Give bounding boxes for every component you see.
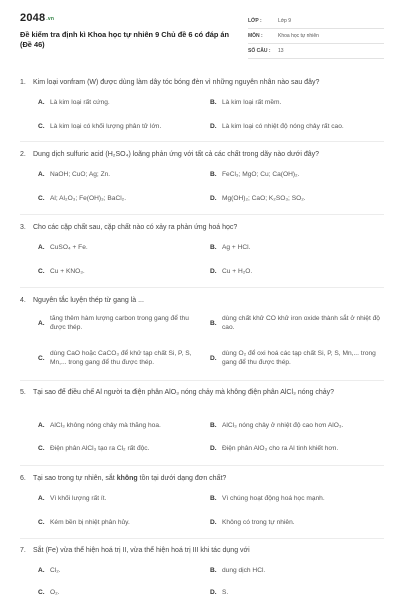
option-letter: B. [210,422,217,429]
question-divider [20,141,384,142]
question-stem [20,150,384,160]
logo-suffix: .vn [46,16,55,22]
info-row-subject [248,29,384,44]
question-text: Tại sao để điều chế Al người ta điện phân AlO₃ nóng chảy mà không điện phân AlCl₃ nóng chảy? [33,389,335,396]
question-divider [20,465,384,466]
option-letter: B. [210,495,217,502]
option-letter: A. [38,171,45,178]
question-divider [20,214,384,215]
option-text: Cl₂. [50,567,61,574]
option-letter: B. [210,171,217,178]
option-letter: C. [38,123,45,130]
option-a[interactable] [38,98,208,107]
question-number: 1. [20,79,26,86]
option-letter: D. [210,195,217,202]
option-text: AlCl₃ không nóng chảy mà thăng hoa. [50,422,161,429]
question-number: 4. [20,297,26,304]
question-number: 3. [20,224,26,231]
option-b[interactable] [210,243,384,252]
question-text [33,474,384,484]
option-letter: B. [210,244,217,251]
option-c[interactable] [38,122,208,131]
option-text: S. [222,589,229,596]
option-a[interactable] [38,243,208,252]
question-stem [20,388,384,398]
option-c[interactable] [38,588,208,597]
option-letter: A. [38,567,45,574]
question-number: 7. [20,547,26,554]
question-stem [20,546,384,556]
option-letter: C. [38,268,45,275]
option-b[interactable] [210,421,384,430]
option-text: FeCl₃; MgO; Cu; Ca(OH)₂. [222,171,300,178]
info-value: 13 [278,48,284,54]
option-d[interactable] [210,194,384,203]
option-letter: A. [38,495,45,502]
option-text: Không có trong tự nhiên. [222,519,295,526]
question-text: Kim loại vonfram (W) được dùng làm dây tóc bóng đèn vì những nguyên nhân nào sau đây? [33,79,320,86]
question-2 [20,150,384,216]
option-letter: C. [38,195,45,202]
option-letter: A. [38,422,45,429]
question-number: 2. [20,151,26,158]
option-a[interactable] [38,421,208,430]
info-label: LỚP : [248,18,262,24]
question-stem [20,474,384,484]
question-3 [20,223,384,289]
option-letter: D. [210,123,217,130]
option-text: dùng O₂ để oxi hoá các tạp chất Si, P, S, Mn,... trong gang để thu được thép. [222,350,376,366]
document-header [20,12,384,60]
info-label: MÔN : [248,33,263,39]
option-text: Điện phân AlO₃ cho ra Al tinh khiết hơn. [222,445,339,452]
question-6 [20,474,384,540]
option-text: Mg(OH)₂; CaO; K₂SO₃; SO₂. [222,195,306,202]
option-text: Vì chúng hoạt động hoá học mạnh. [222,495,325,502]
option-text: O₂. [50,589,60,596]
question-text-part: Tại sao trong tự nhiên, sắt [33,475,117,482]
option-text: Cu + KNO₃. [50,268,85,275]
question-1 [20,78,384,144]
option-letter: C. [38,445,45,452]
option-letter: B. [210,99,217,106]
info-value: Khoa học tự nhiên [278,33,319,39]
exam-title: Đề kiểm tra định kì Khoa học tự nhiên 9 Chủ đề 6 có đáp án (Đề 46) [20,30,230,49]
option-letter: B. [210,567,217,574]
option-letter: A. [38,244,45,251]
option-c[interactable] [38,444,208,453]
question-4 [20,296,384,386]
option-text: CuSO₄ + Fe. [50,244,88,251]
option-text: Điện phân AlCl₃ tạo ra Cl₂ rất độc. [50,445,150,452]
question-text-part: tồn tại dưới dạng đơn chất? [137,475,227,482]
option-letter: D. [210,519,217,526]
question-divider [20,380,384,381]
info-row-class [248,14,384,29]
question-text: Cho các cặp chất sau, cặp chất nào có xảy ra phản ứng hoá học? [33,224,238,231]
option-d[interactable] [210,518,384,527]
option-text: Vì khối lượng rất ít. [50,495,107,502]
option-d[interactable] [210,444,384,453]
info-label: SỐ CÂU : [248,48,271,54]
option-text: Cu + H₂O. [222,268,253,275]
logo-text: 2048 [20,12,46,24]
option-text: AlCl₃ nóng chảy ở nhiệt độ cao hơn AlO₃. [222,422,344,429]
option-text: dùng CaO hoặc CaCO₃ để khử tạp chất Si, P, S, Mn,... trong gang để thu được thép. [50,350,192,366]
option-text: Là kim loại rất mềm. [222,99,282,106]
option-letter: C. [38,519,45,526]
option-c[interactable] [38,194,208,203]
question-text: Sắt (Fe) vừa thể hiện hoá trị II, vừa thể hiện hoá trị III khi tác dụng với [33,547,250,554]
option-text: Là kim loại rất cứng. [50,99,110,106]
option-b[interactable] [210,98,384,107]
option-text: dùng chất khử CO khử iron oxide thành sắt ở nhiệt độ cao. [222,315,380,331]
option-letter: D. [210,354,217,362]
question-stem [20,223,384,233]
question-number: 5. [20,389,26,396]
option-d[interactable] [210,267,384,276]
option-letter: D. [210,589,217,596]
info-row-question-count [248,44,384,59]
info-value: Lớp 9 [278,18,292,24]
option-text: Al; Al₂O₃; Fe(OH)₃; BaCl₂. [50,195,127,202]
question-text-emphasis: không [116,475,138,482]
option-c[interactable] [38,348,204,368]
option-a[interactable] [38,494,208,503]
option-b[interactable] [210,313,384,333]
option-letter: C. [38,354,45,362]
option-a[interactable] [38,566,208,575]
option-c[interactable] [38,267,208,276]
question-number: 6. [20,475,26,482]
option-letter: A. [38,99,45,106]
option-text: Ag + HCl. [222,244,251,251]
question-stem [20,296,384,306]
exam-info-table [248,14,384,59]
question-text: Dung dịch sulfuric acid (H₂SO₄) loãng phản ứng với tất cả các chất trong dãy nào dưới đây? [33,151,319,158]
option-c[interactable] [38,518,208,527]
question-divider [20,287,384,288]
option-text: Là kim loại có nhiệt độ nóng chảy rất cao. [222,123,344,130]
option-letter: B. [210,319,217,327]
question-stem [20,78,384,88]
option-letter: A. [38,319,45,327]
option-text: Kém bền bị nhiệt phân hủy. [50,519,130,526]
question-text: Nguyên tắc luyện thép từ gang là ... [33,297,144,304]
question-5 [20,388,384,468]
option-text: dung dịch HCl. [222,567,266,574]
site-logo[interactable] [20,12,54,24]
option-text: NaOH; CuO; Ag; Zn. [50,171,111,178]
option-letter: D. [210,268,217,275]
option-b[interactable] [210,494,384,503]
question-divider [20,538,384,539]
option-letter: D. [210,445,217,452]
option-b[interactable] [210,170,384,179]
question-7 [20,546,384,600]
option-d[interactable] [210,588,384,597]
option-d[interactable] [210,122,384,131]
option-d[interactable] [210,348,384,368]
option-text: Là kim loại có khối lượng phân tử lớn. [50,123,162,130]
option-a[interactable] [38,313,204,333]
option-letter: C. [38,589,45,596]
option-text: tăng thêm hàm lượng carbon trong gang để thu được thép. [50,315,189,331]
option-a[interactable] [38,170,208,179]
option-b[interactable] [210,566,384,575]
